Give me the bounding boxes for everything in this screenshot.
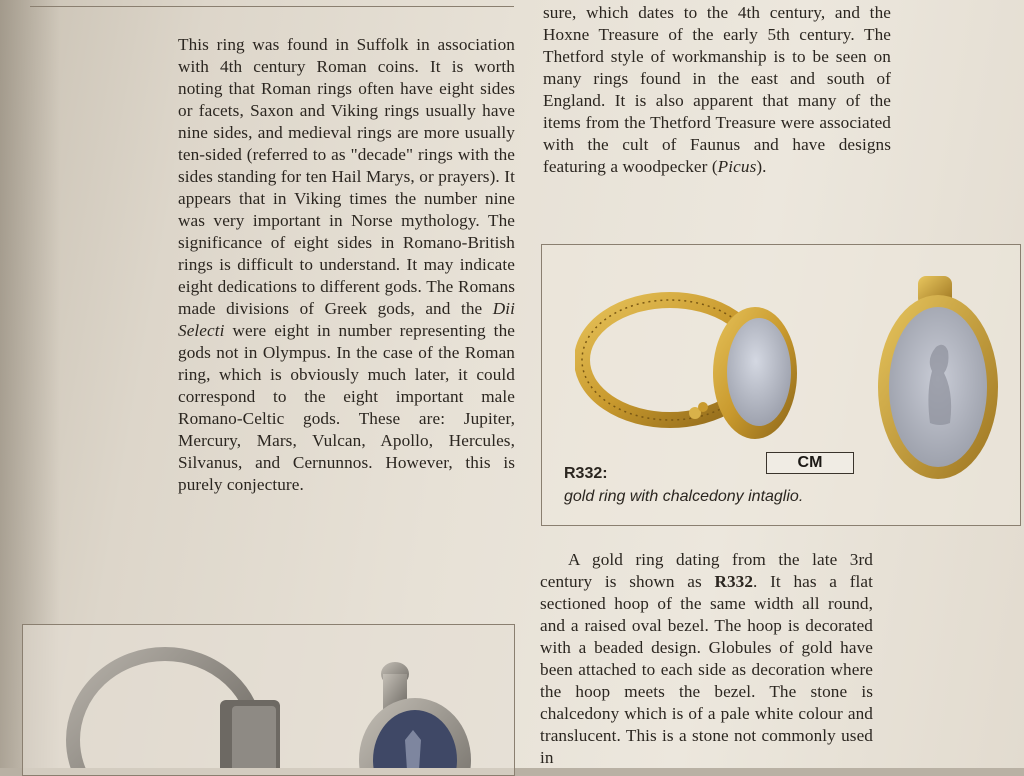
right-text-column-top — [543, 2, 891, 178]
right-top-paragraph — [543, 2, 891, 178]
dii-selecti-term: Dii Selecti — [178, 299, 515, 340]
picus-term: Picus — [717, 157, 757, 176]
right-top-text-part2: ). — [756, 157, 767, 176]
left-paragraph — [178, 34, 515, 496]
caption-colon: : — [602, 465, 608, 482]
right-text-column-bottom — [540, 549, 873, 769]
r332-reference: R332 — [714, 572, 754, 591]
gold-ring-side-photo — [575, 275, 805, 475]
figure-caption-id — [564, 465, 608, 483]
top-figure-rule — [30, 0, 514, 7]
right-bottom-paragraph — [540, 549, 873, 769]
scale-bar-label: CM — [766, 452, 854, 474]
caption-id-text: R332 — [564, 465, 603, 482]
right-bottom-text-part2: . It has a flat sectioned hoop of the same width all round, and a raised oval bezel. The hoop is decorated with a beaded design. Globules of gold have been attached to each side as decoration where the hoop meets the bezel. The stone is chalcedony which is of a pale white colour and translucent. This is a stone not commonly used in — [540, 572, 873, 767]
silver-ring-intaglio-photo — [355, 660, 475, 768]
right-top-text-part1: sure, which dates to the 4th century, and the Hoxne Treasure of the early 5th century. The Thetford style of workmanship is to be seen on many rings found in the east and south of England. It is also apparent that many of the items from the Thetford Treasure were associated with the cult of Faunus and have designs featuring a woodpecker ( — [543, 3, 891, 176]
left-text-column — [178, 34, 515, 496]
gold-ring-intaglio-photo — [876, 272, 1006, 482]
adjacent-page-edge — [940, 0, 1024, 40]
figure-caption-text: gold ring with chalcedony intaglio. — [564, 488, 804, 505]
right-bottom-text-part1: A gold ring dating from the late 3rd century is shown as — [540, 550, 873, 591]
silver-ring-photo — [60, 640, 300, 768]
left-text-part2: were eight in number representing the gods not in Olympus. In the case of the Roman ring, which is obviously much later, it could correspond to the eight important male Romano-Celtic gods. These are: Jupiter, Mercury, Mars, Vulcan, Apollo, Hercules, Silvanus, and Cernunnos. However, this is purely conjecture. — [178, 321, 515, 494]
left-text-part1: This ring was found in Suffolk in association with 4th century Roman coins. It is worth noting that Roman rings often have eight sides or facets, Saxon and Viking rings usually have nine sides, and medieval rings are more usually ten-sided (referred to as "decade" rings with the sides standing for ten Hail Marys, or prayers). It appears that in Viking times the number nine was very important in Norse mythology. The significance of eight sides in Romano-British rings is difficult to understand. It may indicate eight dedications to different gods. The Romans made divisions of Greek gods, and the — [178, 35, 515, 318]
